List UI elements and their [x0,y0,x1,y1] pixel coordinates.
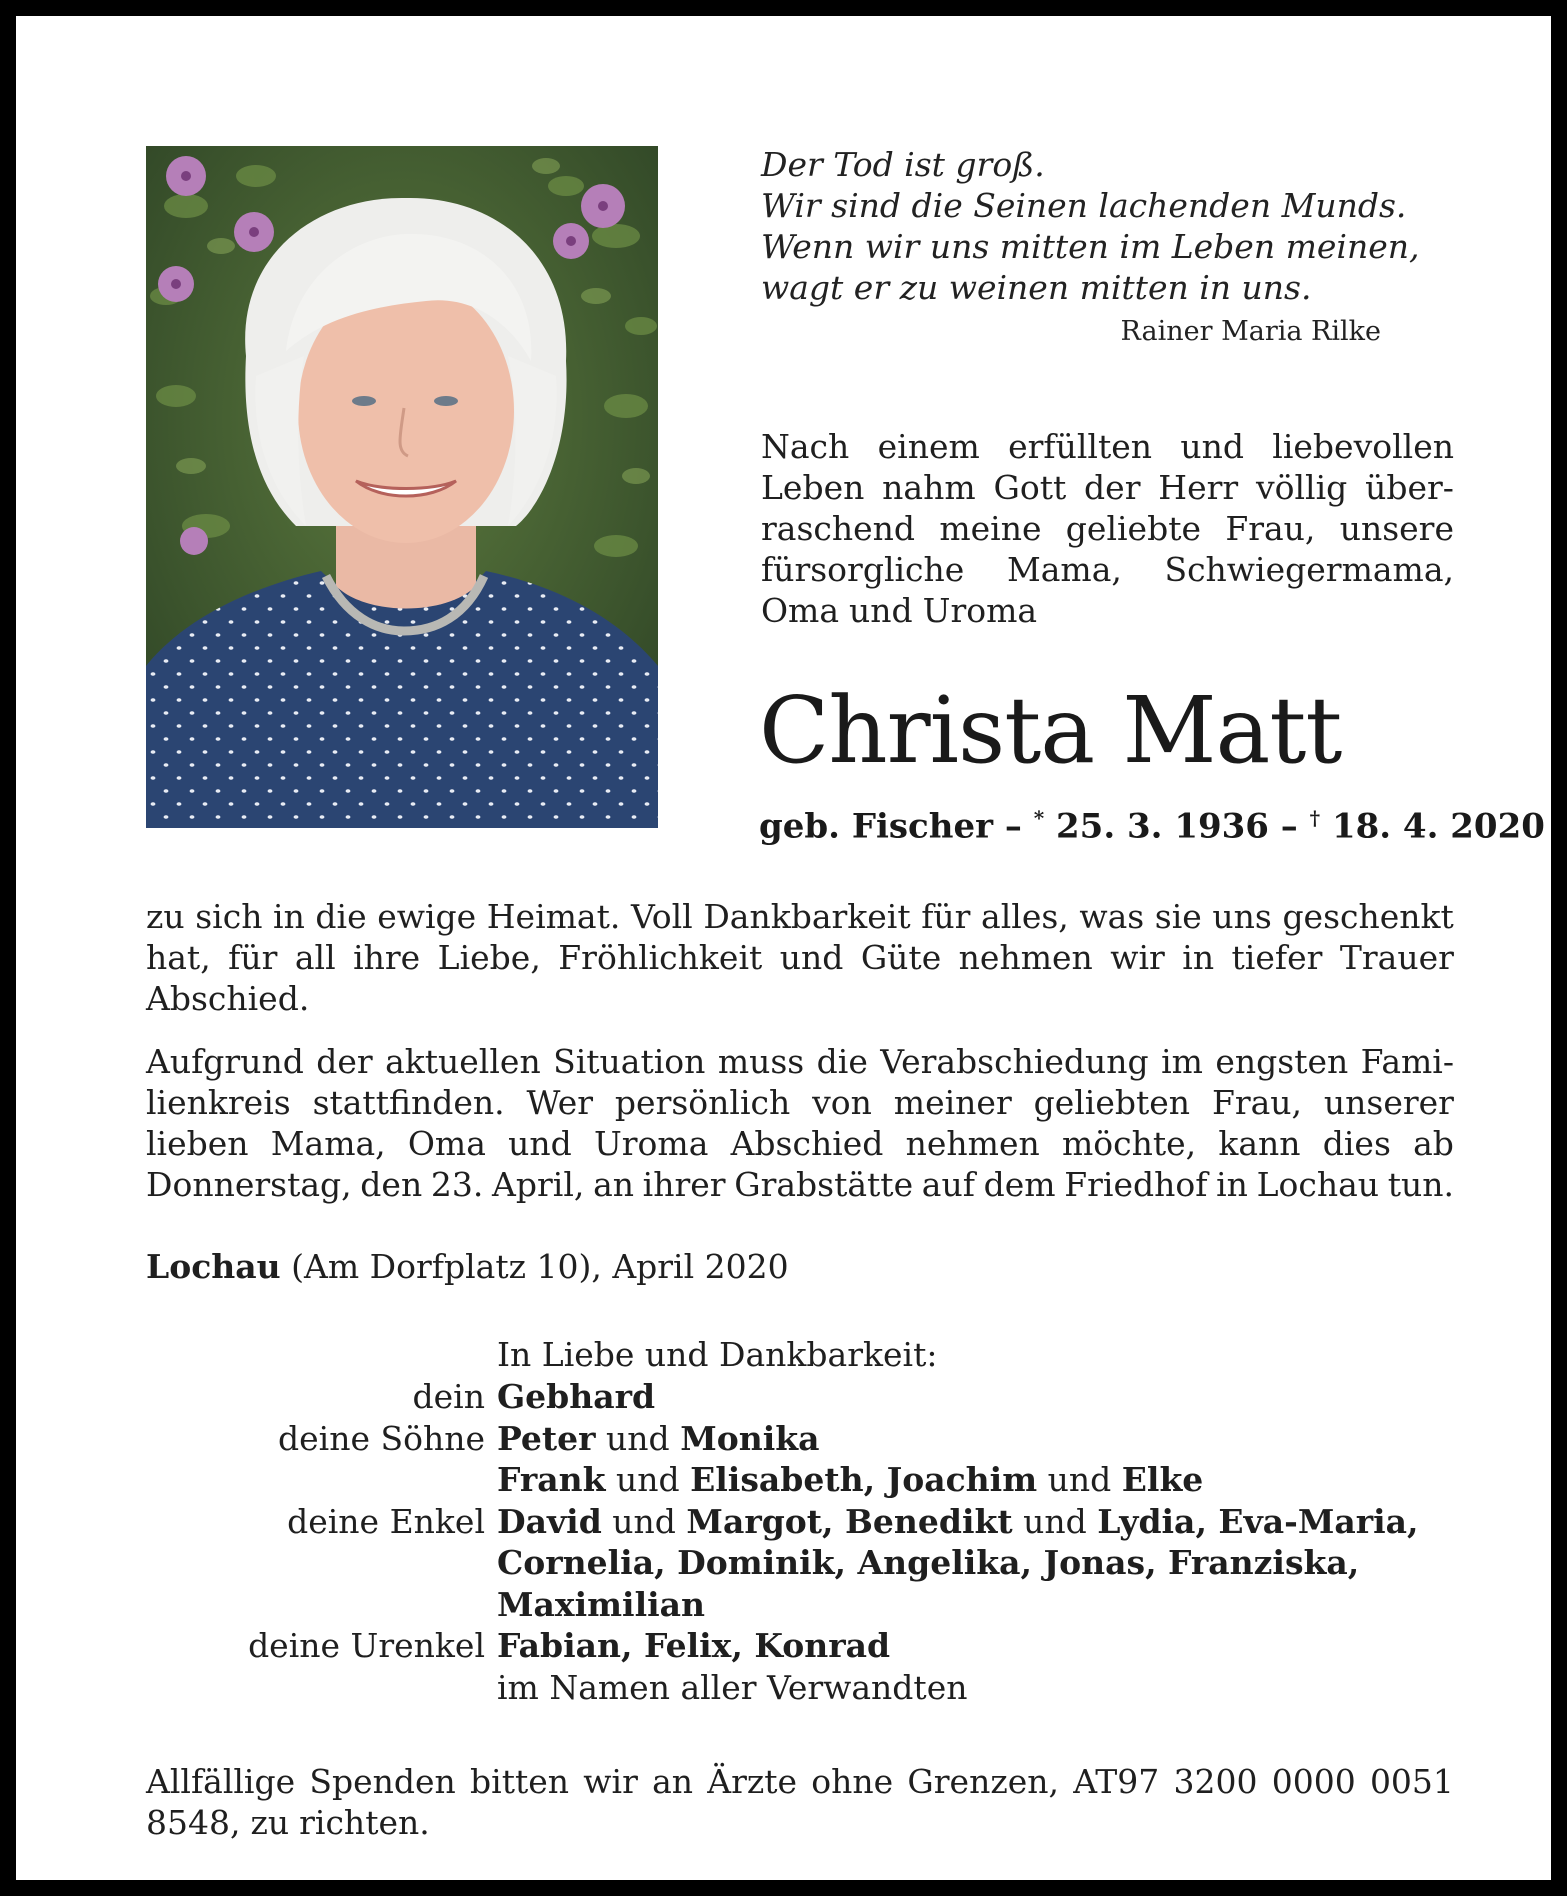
word: in [1182,938,1215,977]
word: ihrer [642,1165,726,1204]
word: Uroma [922,591,1038,630]
place-town: Lochau [146,1247,281,1286]
word: nahm [882,468,976,507]
word: unsere [1339,509,1454,548]
body-line [146,1164,1454,1205]
body-line [146,1041,1454,1082]
person-name: Margot, Benedikt [686,1501,1013,1541]
word: Allfällige [146,1762,296,1801]
word: aktuellen [385,1042,541,1081]
person-name: Frank [497,1460,606,1499]
word: lienkreis [146,1083,291,1122]
word: hat, [146,938,211,977]
word: richten. [299,1803,430,1842]
word: Liebe, [437,938,541,977]
word: meiner [893,1083,1012,1122]
word: persönlich [614,1083,791,1122]
word: Trauer [1339,938,1454,977]
signature-row [146,1542,1476,1583]
word: alles, [981,897,1069,936]
word: Wer [526,1083,594,1122]
poem [761,144,1420,308]
deceased-name: Christa Matt [759,677,1342,784]
connector-text: und [595,1418,681,1458]
person-name: Peter [497,1418,596,1458]
person-name: Monika [680,1418,820,1458]
word: und [508,1124,572,1163]
word: Abschied [730,1124,884,1163]
word: möchte, [1061,1124,1197,1163]
word: geliebte [1065,509,1202,548]
body-line [146,1123,1454,1164]
word: Verabschiedung [880,1042,1149,1081]
word: uns [1212,897,1272,936]
word: an [652,1762,694,1801]
connector-text: im Namen aller Verwandten [497,1667,968,1707]
relation-names [497,1667,967,1708]
word: Ärzte [707,1762,798,1801]
word: dies [1322,1124,1391,1163]
donation-line [146,1761,1454,1802]
portrait-photo [146,146,658,828]
word: Mama, [270,1124,386,1163]
word: Gott [993,468,1067,507]
relation-names [497,1459,1203,1500]
word: für [921,897,971,936]
relation-names [497,1501,1419,1542]
word: Oma [407,1124,486,1163]
word: erfüllten [1008,427,1153,466]
signature-row [146,1625,1476,1666]
relation-names [497,1584,705,1625]
word: im [1161,1042,1203,1081]
word: zu [146,897,185,936]
word: Schwiegermama, [1164,550,1454,589]
donation-note [146,1761,1454,1843]
word: Frau, [1225,509,1316,548]
person-name: Lydia, Eva-Maria, [1097,1501,1419,1541]
word: 0000 [1271,1762,1356,1801]
relation-names [497,1625,890,1666]
intro-line [761,508,1454,549]
maiden-name: geb. Fischer – [759,806,1034,847]
intro-line [761,426,1454,467]
connector-text: und [605,1460,691,1499]
body-paragraph-1 [146,896,1454,1019]
signature-row [146,1459,1476,1500]
word: und [849,591,913,630]
word: über- [1365,468,1454,507]
portrait-illustration [146,146,658,828]
word: geschenkt [1282,897,1454,936]
word: Dankbarkeit [703,897,911,936]
word: sie [1154,897,1202,936]
word: Donnerstag, [146,1165,352,1204]
word: Aufgrund [146,1042,304,1081]
person-name: Maximilian [497,1584,706,1624]
word: bitten [470,1762,570,1801]
word: tiefer [1231,938,1323,977]
signature-row [146,1584,1476,1625]
word: Frau, [1211,1083,1303,1122]
signature-row [146,1418,1476,1459]
body-line [146,896,1454,937]
poem-author: Rainer Maria Rilke [1120,316,1381,347]
place-and-date [146,1246,789,1287]
word: April, [492,1165,585,1204]
word: ihre [353,938,421,977]
word: stattfinden. [312,1083,505,1122]
relation-label: deine Enkel [287,1501,485,1541]
body-line [146,937,1454,978]
word: Güte [860,938,942,977]
word: ewige [377,897,477,936]
poem-line: Der Tod ist groß. [761,145,1045,184]
word: AT97 [1073,1762,1160,1801]
person-name: Fabian, Felix, Konrad [497,1626,891,1665]
intro-line [761,549,1454,590]
word: den [360,1165,423,1204]
word: ab [1413,1124,1454,1163]
word: dem [983,1165,1056,1204]
word: Voll [630,897,693,936]
person-name: Cornelia, Dominik, Angelika, Jonas, Franziska, [497,1543,1360,1582]
word: Leben [761,468,865,507]
person-name: Elke [1121,1460,1204,1499]
word: in [273,897,305,936]
intro-paragraph [761,426,1454,631]
signature-row [146,1376,1476,1417]
birth-mark: * [1033,806,1045,830]
word: einem [877,427,980,466]
place-address-date: (Am Dorfplatz 10), April 2020 [280,1247,789,1286]
connector-text: und [1012,1501,1098,1541]
signature-row [146,1667,1476,1708]
body-paragraph-2 [146,1041,1454,1205]
person-name: Elisabeth, Joachim [690,1460,1038,1499]
word: Nach [761,427,850,466]
relation-label: deine Söhne [278,1418,485,1458]
connector-text: und [1037,1460,1122,1499]
word: ohne [811,1762,894,1801]
word: 3200 [1173,1762,1258,1801]
body-line [146,1082,1454,1123]
signature-intro: In Liebe und Dankbarkeit: [497,1335,938,1374]
word: die [816,1042,868,1081]
word: der [1084,468,1141,507]
word: geliebten [1033,1083,1191,1122]
word: Grabstätte [734,1165,914,1204]
signature-row [146,1501,1476,1542]
life-dates [759,796,1545,848]
word: lieben [146,1124,249,1163]
word: und [1180,427,1244,466]
birth-date: 25. 3. 1936 – [1044,806,1310,847]
word: all [294,938,336,977]
word: meine [939,509,1042,548]
word: wir [1110,938,1165,977]
word: Herr [1158,468,1239,507]
word: kann [1218,1124,1301,1163]
word: Fröhlichkeit [558,938,763,977]
word: Situation [553,1042,706,1081]
word: Uroma [593,1124,709,1163]
word: in [1216,1165,1248,1204]
word: Fami- [1360,1042,1454,1081]
word: tun. [1387,1165,1454,1204]
donation-line [146,1802,1454,1843]
poem-line: Wenn wir uns mitten im Leben meinen, [761,227,1420,266]
intro-line [761,590,1454,631]
word: 23. [430,1165,484,1204]
word: Mama, [1006,550,1122,589]
word: fürsorgliche [761,550,965,589]
word: Grenzen, [907,1762,1059,1801]
relation-label: dein [412,1377,485,1416]
word: auf [921,1165,975,1204]
relation-names [497,1418,820,1459]
death-date: 18. 4. 2020 [1320,806,1545,847]
relation-label: deine Urenkel [248,1626,485,1665]
poem-line: wagt er zu weinen mitten in uns. [761,268,1312,307]
word: nehmen [958,938,1093,977]
word: liebevollen [1272,427,1454,466]
death-mark: † [1309,806,1321,830]
word: Spenden [309,1762,456,1801]
word: 0051 [1369,1762,1454,1801]
word: und [779,938,844,977]
word: zu [250,1803,290,1842]
word: an [593,1165,634,1204]
word: Friedhof [1064,1165,1208,1204]
word: Abschied. [146,979,310,1018]
word: für [228,938,278,977]
intro-line [761,467,1454,508]
body-line [146,978,1454,1019]
person-name: Gebhard [497,1377,656,1416]
word: engsten [1215,1042,1349,1081]
word: muss [717,1042,805,1081]
poem-line: Wir sind die Seinen lachenden Munds. [761,186,1407,225]
word: raschend [761,509,916,548]
word: was [1079,897,1145,936]
word: Lochau [1256,1165,1380,1204]
connector-text: und [601,1501,687,1541]
word: Heimat. [486,897,621,936]
word: 8548, [146,1803,241,1842]
relation-names [497,1542,1359,1583]
word: wir [583,1762,638,1801]
relation-names [497,1376,655,1417]
word: die [315,897,367,936]
person-name: David [497,1501,602,1541]
word: der [316,1042,373,1081]
word: nehmen [905,1124,1040,1163]
word: Oma [761,591,840,630]
word: von [812,1083,872,1122]
word: sich [195,897,263,936]
word: unserer [1323,1083,1454,1122]
word: völlig [1255,468,1348,507]
